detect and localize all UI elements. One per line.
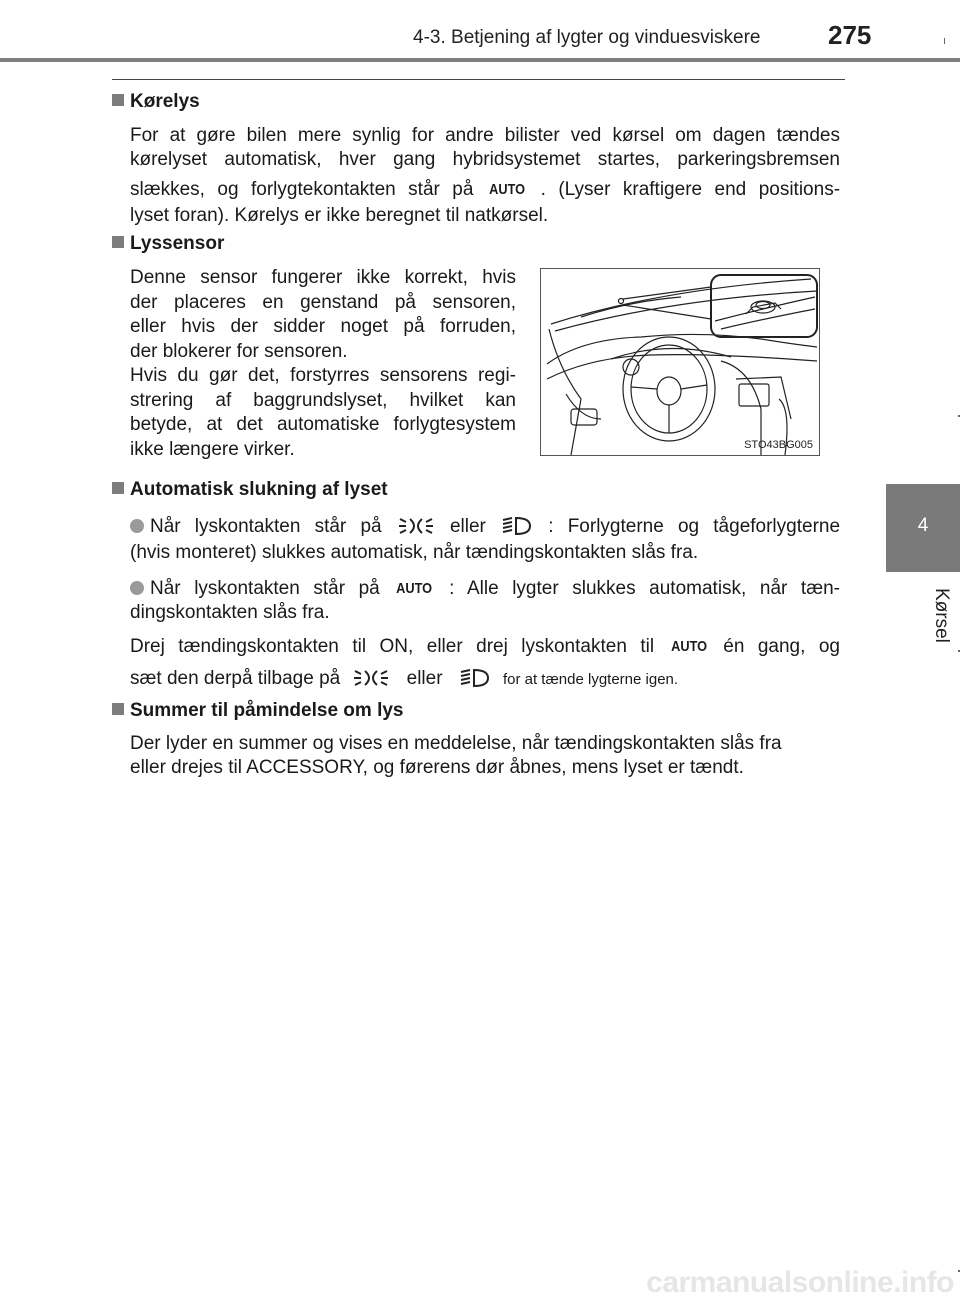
paragraph-line: betyde, at det automatiske forlygtesystem: [130, 414, 516, 435]
auto-mode-icon: AUTO: [670, 638, 707, 655]
headlight-icon: [458, 667, 492, 696]
auto-mode-icon: AUTO: [396, 580, 433, 597]
bullet-line-cont: dingskontakten slås fra.: [130, 602, 330, 623]
section-heading-summer: [112, 700, 403, 722]
paragraph-line: lyset foran). Kørelys er ikke beregnet til natkørsel.: [130, 205, 549, 226]
bullet-line: [130, 576, 840, 601]
light-sensor-illustration: [540, 268, 820, 456]
paragraph-line: Denne sensor fungerer ikke korrekt, hvis: [130, 267, 516, 288]
text-span: slækkes, og forlygtekontakten står på: [130, 179, 474, 200]
paragraph-line: [130, 634, 840, 659]
heading-text: Automatisk slukning af lyset: [130, 479, 388, 500]
paragraph-line: der placeres en genstand på sensoren,: [130, 291, 516, 313]
text-span: eller: [449, 516, 486, 537]
figure-code: STO43BG005: [744, 439, 813, 451]
section-heading-automatisk: [112, 479, 388, 501]
chapter-number: 4: [917, 515, 929, 536]
square-bullet-icon: [112, 703, 124, 715]
header-tick: [944, 38, 945, 44]
content-top-rule: [112, 79, 845, 80]
square-bullet-icon: [112, 94, 124, 106]
paragraph-line: eller hvis der sidder noget på forruden,: [130, 316, 516, 337]
paragraph-line: der blokerer for sensoren.: [130, 340, 348, 362]
page-number: 275: [828, 20, 872, 50]
paragraph-line: For at gøre bilen mere synlig for andre bilister ved kørsel om dagen tændes: [130, 125, 840, 146]
heading-text: Kørelys: [130, 91, 200, 112]
chapter-side-label: Kørsel: [931, 588, 952, 643]
paragraph-line: eller drejes til ACCESSORY, og førerens dør åbnes, mens lyset er tændt.: [130, 757, 744, 778]
chapter-header: 4-3. Betjening af lygter og vinduesviskere: [413, 27, 761, 48]
paragraph-line: ikke længere virker.: [130, 438, 295, 460]
text-span: . (Lyser kraftigere end positions-: [540, 179, 841, 200]
auto-mode-icon: AUTO: [489, 181, 525, 198]
dashboard-drawing: [541, 269, 819, 455]
paragraph-line: [130, 177, 840, 202]
paragraph-line: Hvis du gør det, forstyrres sensorens regi-: [130, 365, 516, 386]
section-heading-korelys: [112, 91, 200, 113]
round-bullet-icon: [130, 581, 144, 595]
paragraph-line: kørelyset automatisk, hver gang hybridsystemet startes, parkeringsbremsen: [130, 149, 840, 170]
paragraph-line: strering af baggrundslyset, hvilket kan: [130, 389, 516, 411]
text-span: for at tænde lygterne igen.: [502, 671, 679, 688]
text-span: Når lyskontakten står på: [150, 578, 380, 599]
bullet-line-cont: (hvis monteret) slukkes automatisk, når tændingskontakten slås fra.: [130, 542, 699, 563]
square-bullet-icon: [112, 482, 124, 494]
text-span: eller: [406, 668, 443, 689]
text-span: Når lyskontakten står på: [150, 516, 382, 537]
text-span: Drej tændingskontakten til ON, eller drej lyskontakten til: [130, 636, 655, 657]
paragraph-line: [130, 666, 840, 696]
sensor-description: [130, 266, 516, 462]
heading-text: Summer til påmindelse om lys: [130, 700, 404, 721]
parking-light-icon: [351, 667, 391, 696]
header-rule: [0, 58, 960, 62]
text-span: : Alle lygter slukkes automatisk, når tæn-: [449, 578, 841, 599]
text-span: : Forlygterne og tågeforlygterne: [548, 516, 841, 537]
paragraph-line: Der lyder en summer og vises en meddelelse, når tændingskontakten slås fra: [130, 733, 782, 754]
round-bullet-icon: [130, 519, 144, 533]
text-span: sæt den derpå tilbage på: [130, 668, 341, 689]
heading-text: Lyssensor: [130, 233, 225, 254]
chapter-side-tab: [886, 484, 960, 572]
square-bullet-icon: [112, 236, 124, 248]
watermark: carmanualsonline.info: [646, 1266, 954, 1299]
text-span: én gang, og: [723, 636, 840, 657]
section-heading-lyssensor: [112, 233, 224, 255]
